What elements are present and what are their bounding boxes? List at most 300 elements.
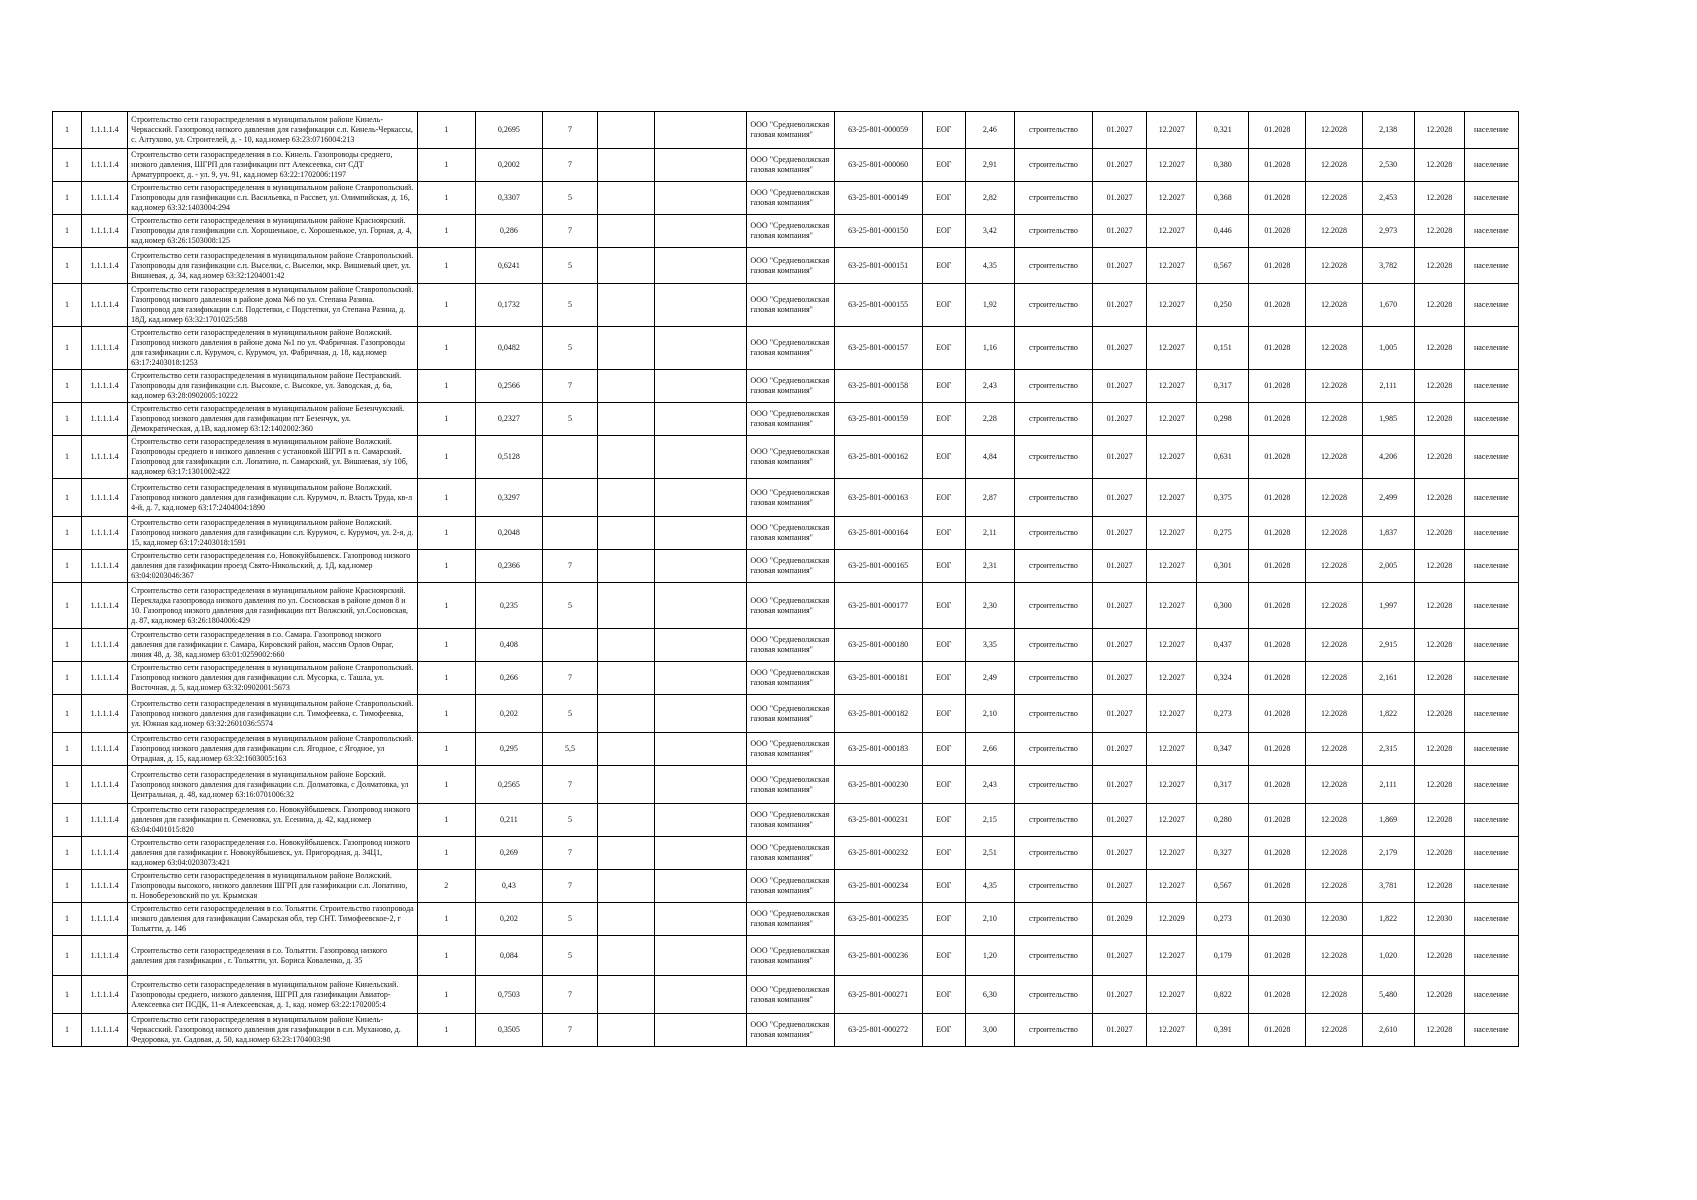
type-cell: ЕОГ	[922, 1014, 965, 1047]
row-number: 1	[53, 248, 82, 284]
type-cell: ЕОГ	[922, 182, 965, 215]
quantity-cell: 1	[417, 479, 475, 517]
start-date-2: 01.2028	[1249, 695, 1306, 733]
table-row	[53, 550, 1519, 583]
work-type-cell: строительство	[1014, 837, 1092, 870]
project-description: Строительство сети газораспределения г.о. Новокуйбышевск. Газопровод низкого давления для газификации г. Новокуйбышевск, ул. Пригородная, д. 34Ц1, кад.номер 63:04:0203073:421	[128, 837, 418, 870]
empty-cell	[598, 284, 655, 327]
start-date-2: 01.2028	[1249, 517, 1306, 550]
end-date-2: 12.2028	[1306, 550, 1362, 583]
empty-cell	[655, 662, 747, 695]
length-cell: 0,286	[475, 215, 542, 248]
start-date-2: 01.2028	[1249, 436, 1306, 479]
work-type-cell: строительство	[1014, 517, 1092, 550]
start-date-1: 01.2027	[1093, 766, 1147, 804]
start-date-2: 01.2028	[1249, 662, 1306, 695]
category-cell: население	[1464, 327, 1518, 370]
diameter-cell: 7	[542, 550, 597, 583]
length-cell: 0,3297	[475, 479, 542, 517]
project-description: Строительство сети газораспределения в г.о. Самара. Газопровод низкого давления для газификации г. Самара, Кировский район, массив Орлов Овраг, линия 48, д. 38, кад.номер 63:01:0259002:660	[128, 629, 418, 662]
quantity-cell: 1	[417, 695, 475, 733]
end-date-2: 12.2028	[1306, 403, 1362, 436]
diameter-cell	[542, 479, 597, 517]
item-code: 1.1.1.1.4	[82, 370, 128, 403]
length-cell: 0,2002	[475, 149, 542, 182]
empty-cell	[598, 149, 655, 182]
diameter-cell: 7	[542, 1014, 597, 1047]
length-cell: 0,43	[475, 870, 542, 903]
start-date-2: 01.2028	[1249, 182, 1306, 215]
quantity-cell: 1	[417, 662, 475, 695]
finish-date-cell: 12.2028	[1414, 479, 1464, 517]
project-description: Строительство сети газораспределения в г.о. Тольятти. Строительство газопровода низкого давления для газификации Самарская обл, тер СНТ. Тимофеевское-2, г Тольятти, д. 146	[128, 903, 418, 936]
project-id-cell: 63-25-801-000162	[834, 436, 922, 479]
table-row	[53, 112, 1519, 149]
table-row	[53, 248, 1519, 284]
category-cell: население	[1464, 936, 1518, 976]
empty-cell	[598, 804, 655, 837]
project-id-cell: 63-25-801-000165	[834, 550, 922, 583]
cost-cell: 2,10	[965, 903, 1014, 936]
organization-cell: ООО "Средневолжская газовая компания"	[747, 695, 834, 733]
start-date-1: 01.2027	[1093, 436, 1147, 479]
end-date-1: 12.2029	[1147, 903, 1197, 936]
empty-cell	[598, 837, 655, 870]
length-cell: 0,084	[475, 936, 542, 976]
start-date-2: 01.2028	[1249, 936, 1306, 976]
end-date-2: 12.2028	[1306, 695, 1362, 733]
start-date-2: 01.2028	[1249, 837, 1306, 870]
row-number: 1	[53, 517, 82, 550]
finish-date-cell: 12.2028	[1414, 870, 1464, 903]
length-cell: 0,269	[475, 837, 542, 870]
start-date-1: 01.2027	[1093, 1014, 1147, 1047]
empty-cell	[598, 550, 655, 583]
project-id-cell: 63-25-801-000182	[834, 695, 922, 733]
quantity-cell: 1	[417, 903, 475, 936]
finish-date-cell: 12.2028	[1414, 370, 1464, 403]
row-number: 1	[53, 182, 82, 215]
project-description: Строительство сети газораспределения в муниципальном районе Ставропольский. Газопроводы для газификации с.п. Васильевка, п Рассвет, ул. Олимпийская, д. 16, кад.номер 63:32:1403004:294	[128, 182, 418, 215]
table-row	[53, 583, 1519, 629]
empty-cell	[655, 766, 747, 804]
category-cell: население	[1464, 903, 1518, 936]
cost-cell: 6,30	[965, 976, 1014, 1014]
diameter-cell: 7	[542, 215, 597, 248]
value-2-cell: 2,005	[1362, 550, 1414, 583]
project-description: Строительство сети газораспределения в муниципальном районе Красноярский. Газопроводы для газификации с.п. Хорошенькое, с. Хорошенькое, ул. Горная, д. 4, кад.номер 63:26:1503008:125	[128, 215, 418, 248]
finish-date-cell: 12.2028	[1414, 248, 1464, 284]
row-number: 1	[53, 403, 82, 436]
start-date-2: 01.2028	[1249, 629, 1306, 662]
project-description: Строительство сети газораспределения в муниципальном районе Кинель-Черкасский. Газопровод низкого давления для газификации в с.п. Муханово, д. Федоровка, ул. Садовая, д. 50, кад.номер 63:23:1704003:98	[128, 1014, 418, 1047]
empty-cell	[655, 629, 747, 662]
organization-cell: ООО "Средневолжская газовая компания"	[747, 370, 834, 403]
row-number: 1	[53, 112, 82, 149]
quantity-cell: 1	[417, 284, 475, 327]
value-1-cell: 0,375	[1197, 479, 1249, 517]
end-date-1: 12.2027	[1147, 976, 1197, 1014]
project-id-cell: 63-25-801-000232	[834, 837, 922, 870]
organization-cell: ООО "Средневолжская газовая компания"	[747, 629, 834, 662]
work-type-cell: строительство	[1014, 976, 1092, 1014]
project-id-cell: 63-25-801-000234	[834, 870, 922, 903]
start-date-2: 01.2028	[1249, 149, 1306, 182]
cost-cell: 2,46	[965, 112, 1014, 149]
item-code: 1.1.1.1.4	[82, 629, 128, 662]
category-cell: население	[1464, 403, 1518, 436]
type-cell: ЕОГ	[922, 248, 965, 284]
project-id-cell: 63-25-801-000183	[834, 733, 922, 766]
cost-cell: 2,10	[965, 695, 1014, 733]
empty-cell	[655, 112, 747, 149]
diameter-cell: 5	[542, 804, 597, 837]
value-1-cell: 0,179	[1197, 936, 1249, 976]
quantity-cell: 1	[417, 370, 475, 403]
work-type-cell: строительство	[1014, 629, 1092, 662]
type-cell: ЕОГ	[922, 112, 965, 149]
start-date-2: 01.2028	[1249, 733, 1306, 766]
start-date-1: 01.2027	[1093, 149, 1147, 182]
type-cell: ЕОГ	[922, 662, 965, 695]
type-cell: ЕОГ	[922, 804, 965, 837]
empty-cell	[655, 284, 747, 327]
row-number: 1	[53, 936, 82, 976]
quantity-cell: 1	[417, 837, 475, 870]
start-date-2: 01.2028	[1249, 583, 1306, 629]
empty-cell	[655, 403, 747, 436]
organization-cell: ООО "Средневолжская газовая компания"	[747, 837, 834, 870]
length-cell: 0,408	[475, 629, 542, 662]
value-1-cell: 0,347	[1197, 733, 1249, 766]
row-number: 1	[53, 837, 82, 870]
row-number: 1	[53, 629, 82, 662]
project-description: Строительство сети газораспределения в муниципальном районе Ставропольский. Газопроводы для газификации с.п. Выселки, с. Выселки, мкр. Вишневый цвет, ул. Вишневая, д. 34, кад.номер 63:32:1204001:42	[128, 248, 418, 284]
end-date-1: 12.2027	[1147, 182, 1197, 215]
end-date-2: 12.2028	[1306, 479, 1362, 517]
type-cell: ЕОГ	[922, 403, 965, 436]
organization-cell: ООО "Средневолжская газовая компания"	[747, 327, 834, 370]
length-cell: 0,7503	[475, 976, 542, 1014]
project-description: Строительство сети газораспределения в муниципальном районе Пестравский. Газопроводы для газификации с.п. Высокое, с. Высокое, ул. Заводская, д. 6а, кад.номер 63:28:0902005:10222	[128, 370, 418, 403]
row-number: 1	[53, 215, 82, 248]
value-1-cell: 0,391	[1197, 1014, 1249, 1047]
end-date-2: 12.2028	[1306, 284, 1362, 327]
category-cell: население	[1464, 215, 1518, 248]
table-row	[53, 215, 1519, 248]
start-date-1: 01.2027	[1093, 837, 1147, 870]
start-date-1: 01.2027	[1093, 215, 1147, 248]
empty-cell	[655, 583, 747, 629]
cost-cell: 2,30	[965, 583, 1014, 629]
empty-cell	[655, 1014, 747, 1047]
start-date-2: 01.2028	[1249, 550, 1306, 583]
row-number: 1	[53, 976, 82, 1014]
category-cell: население	[1464, 976, 1518, 1014]
finish-date-cell: 12.2028	[1414, 804, 1464, 837]
start-date-1: 01.2027	[1093, 662, 1147, 695]
item-code: 1.1.1.1.4	[82, 215, 128, 248]
quantity-cell: 1	[417, 804, 475, 837]
type-cell: ЕОГ	[922, 903, 965, 936]
work-type-cell: строительство	[1014, 149, 1092, 182]
organization-cell: ООО "Средневолжская газовая компания"	[747, 112, 834, 149]
diameter-cell: 7	[542, 976, 597, 1014]
category-cell: население	[1464, 583, 1518, 629]
diameter-cell: 5	[542, 284, 597, 327]
type-cell: ЕОГ	[922, 837, 965, 870]
quantity-cell: 2	[417, 870, 475, 903]
item-code: 1.1.1.1.4	[82, 436, 128, 479]
length-cell: 0,3505	[475, 1014, 542, 1047]
end-date-1: 12.2027	[1147, 629, 1197, 662]
empty-cell	[655, 976, 747, 1014]
project-id-cell: 63-25-801-000159	[834, 403, 922, 436]
end-date-1: 12.2027	[1147, 403, 1197, 436]
type-cell: ЕОГ	[922, 517, 965, 550]
end-date-1: 12.2027	[1147, 370, 1197, 403]
value-1-cell: 0,298	[1197, 403, 1249, 436]
category-cell: население	[1464, 733, 1518, 766]
diameter-cell: 7	[542, 370, 597, 403]
project-description: Строительство сети газораспределения в муниципальном районе Ставропольский. Газопровод низкого давления для газификации с.п. Мусорка, с. Ташла, ул. Восточная, д. 5, кад.номер 63:32:0902001:5673	[128, 662, 418, 695]
work-type-cell: строительство	[1014, 870, 1092, 903]
start-date-2: 01.2028	[1249, 284, 1306, 327]
cost-cell: 3,35	[965, 629, 1014, 662]
cost-cell: 2,43	[965, 766, 1014, 804]
start-date-1: 01.2027	[1093, 112, 1147, 149]
start-date-2: 01.2028	[1249, 403, 1306, 436]
project-id-cell: 63-25-801-000155	[834, 284, 922, 327]
category-cell: население	[1464, 804, 1518, 837]
project-id-cell: 63-25-801-000060	[834, 149, 922, 182]
finish-date-cell: 12.2030	[1414, 903, 1464, 936]
start-date-1: 01.2027	[1093, 517, 1147, 550]
empty-cell	[655, 370, 747, 403]
quantity-cell: 1	[417, 403, 475, 436]
project-id-cell: 63-25-801-000271	[834, 976, 922, 1014]
quantity-cell: 1	[417, 733, 475, 766]
end-date-1: 12.2027	[1147, 936, 1197, 976]
organization-cell: ООО "Средневолжская газовая компания"	[747, 284, 834, 327]
start-date-1: 01.2027	[1093, 733, 1147, 766]
end-date-1: 12.2027	[1147, 695, 1197, 733]
cost-cell: 3,00	[965, 1014, 1014, 1047]
end-date-2: 12.2028	[1306, 629, 1362, 662]
cost-cell: 4,35	[965, 870, 1014, 903]
start-date-1: 01.2027	[1093, 284, 1147, 327]
table-row	[53, 1014, 1519, 1047]
value-1-cell: 0,437	[1197, 629, 1249, 662]
category-cell: население	[1464, 149, 1518, 182]
item-code: 1.1.1.1.4	[82, 112, 128, 149]
project-id-cell: 63-25-801-000059	[834, 112, 922, 149]
work-type-cell: строительство	[1014, 733, 1092, 766]
table-row	[53, 662, 1519, 695]
start-date-1: 01.2027	[1093, 804, 1147, 837]
row-number: 1	[53, 766, 82, 804]
start-date-1: 01.2029	[1093, 903, 1147, 936]
diameter-cell: 5	[542, 903, 597, 936]
end-date-2: 12.2028	[1306, 870, 1362, 903]
length-cell: 0,2565	[475, 766, 542, 804]
row-number: 1	[53, 804, 82, 837]
work-type-cell: строительство	[1014, 583, 1092, 629]
item-code: 1.1.1.1.4	[82, 479, 128, 517]
empty-cell	[655, 550, 747, 583]
work-type-cell: строительство	[1014, 936, 1092, 976]
table-row	[53, 327, 1519, 370]
category-cell: население	[1464, 284, 1518, 327]
item-code: 1.1.1.1.4	[82, 870, 128, 903]
empty-cell	[598, 436, 655, 479]
table-row	[53, 479, 1519, 517]
item-code: 1.1.1.1.4	[82, 517, 128, 550]
work-type-cell: строительство	[1014, 662, 1092, 695]
row-number: 1	[53, 1014, 82, 1047]
diameter-cell: 7	[542, 837, 597, 870]
type-cell: ЕОГ	[922, 327, 965, 370]
table-row	[53, 733, 1519, 766]
table-row	[53, 936, 1519, 976]
end-date-2: 12.2028	[1306, 976, 1362, 1014]
table-row	[53, 284, 1519, 327]
project-id-cell: 63-25-801-000231	[834, 804, 922, 837]
start-date-1: 01.2027	[1093, 976, 1147, 1014]
category-cell: население	[1464, 766, 1518, 804]
category-cell: население	[1464, 550, 1518, 583]
value-2-cell: 1,997	[1362, 583, 1414, 629]
value-1-cell: 0,250	[1197, 284, 1249, 327]
length-cell: 0,5128	[475, 436, 542, 479]
empty-cell	[655, 182, 747, 215]
item-code: 1.1.1.1.4	[82, 182, 128, 215]
diameter-cell: 7	[542, 112, 597, 149]
quantity-cell: 1	[417, 550, 475, 583]
project-id-cell: 63-25-801-000163	[834, 479, 922, 517]
item-code: 1.1.1.1.4	[82, 766, 128, 804]
item-code: 1.1.1.1.4	[82, 804, 128, 837]
project-id-cell: 63-25-801-000149	[834, 182, 922, 215]
type-cell: ЕОГ	[922, 733, 965, 766]
type-cell: ЕОГ	[922, 766, 965, 804]
value-2-cell: 1,822	[1362, 903, 1414, 936]
value-2-cell: 2,973	[1362, 215, 1414, 248]
length-cell: 0,202	[475, 695, 542, 733]
work-type-cell: строительство	[1014, 804, 1092, 837]
table-row	[53, 403, 1519, 436]
length-cell: 0,2366	[475, 550, 542, 583]
finish-date-cell: 12.2028	[1414, 766, 1464, 804]
organization-cell: ООО "Средневолжская газовая компания"	[747, 903, 834, 936]
finish-date-cell: 12.2028	[1414, 327, 1464, 370]
empty-cell	[598, 403, 655, 436]
project-id-cell: 63-25-801-000177	[834, 583, 922, 629]
empty-cell	[598, 370, 655, 403]
empty-cell	[598, 248, 655, 284]
type-cell: ЕОГ	[922, 629, 965, 662]
end-date-2: 12.2028	[1306, 837, 1362, 870]
type-cell: ЕОГ	[922, 284, 965, 327]
start-date-2: 01.2028	[1249, 766, 1306, 804]
project-id-cell: 63-25-801-000180	[834, 629, 922, 662]
empty-cell	[655, 695, 747, 733]
item-code: 1.1.1.1.4	[82, 662, 128, 695]
project-description: Строительство сети газораспределения в г.о. Тольятти. Газопровод низкого давления для газификации , г. Тольятти, ул. Бориса Коваленко, д. 35	[128, 936, 418, 976]
start-date-1: 01.2027	[1093, 936, 1147, 976]
value-2-cell: 3,781	[1362, 870, 1414, 903]
finish-date-cell: 12.2028	[1414, 1014, 1464, 1047]
organization-cell: ООО "Средневолжская газовая компания"	[747, 436, 834, 479]
end-date-1: 12.2027	[1147, 149, 1197, 182]
value-2-cell: 2,138	[1362, 112, 1414, 149]
organization-cell: ООО "Средневолжская газовая компания"	[747, 215, 834, 248]
table-row	[53, 370, 1519, 403]
empty-cell	[655, 903, 747, 936]
project-description: Строительство сети газораспределения в муниципальном районе Кинельский. Газопроводы среднего, низкого давления, ШГРП для газификации Авиатор-Алексеевка снт ПСДК, 11-я Алексеевская, д. 1, кад. номер 63:22:1702005:4	[128, 976, 418, 1014]
value-1-cell: 0,368	[1197, 182, 1249, 215]
type-cell: ЕОГ	[922, 870, 965, 903]
project-description: Строительство сети газораспределения в муниципальном районе Ставропольский. Газопровод низкого давления для газификации с.п. Ягодное, с Ягодное, ул Отрадная, д. 15, кад.номер 63:32:1603005:163	[128, 733, 418, 766]
start-date-2: 01.2028	[1249, 248, 1306, 284]
project-id-cell: 63-25-801-000151	[834, 248, 922, 284]
end-date-2: 12.2028	[1306, 804, 1362, 837]
value-2-cell: 1,020	[1362, 936, 1414, 976]
length-cell: 0,202	[475, 903, 542, 936]
quantity-cell: 1	[417, 583, 475, 629]
item-code: 1.1.1.1.4	[82, 837, 128, 870]
length-cell: 0,6241	[475, 248, 542, 284]
cost-cell: 2,49	[965, 662, 1014, 695]
item-code: 1.1.1.1.4	[82, 327, 128, 370]
end-date-1: 12.2027	[1147, 517, 1197, 550]
length-cell: 0,266	[475, 662, 542, 695]
finish-date-cell: 12.2028	[1414, 629, 1464, 662]
work-type-cell: строительство	[1014, 215, 1092, 248]
type-cell: ЕОГ	[922, 436, 965, 479]
row-number: 1	[53, 550, 82, 583]
finish-date-cell: 12.2028	[1414, 695, 1464, 733]
empty-cell	[655, 936, 747, 976]
value-1-cell: 0,380	[1197, 149, 1249, 182]
start-date-1: 01.2027	[1093, 695, 1147, 733]
value-2-cell: 2,111	[1362, 766, 1414, 804]
start-date-1: 01.2027	[1093, 370, 1147, 403]
project-description: Строительство сети газораспределения в муниципальном районе Волжский. Газопровод низкого давления для газификации с.п. Курумоч, с. Курумоч, ул. 2-я, д. 15, кад.номер 63:17:2403018:1591	[128, 517, 418, 550]
cost-cell: 2,15	[965, 804, 1014, 837]
value-2-cell: 1,670	[1362, 284, 1414, 327]
empty-cell	[598, 695, 655, 733]
project-description: Строительство сети газораспределения в муниципальном районе Волжский. Газопроводы высокого, низкого давления ШГРП для газификации с.п. Лопатино, п. Новоберезовский по ул. Крымская	[128, 870, 418, 903]
start-date-2: 01.2028	[1249, 1014, 1306, 1047]
start-date-2: 01.2028	[1249, 870, 1306, 903]
empty-cell	[655, 517, 747, 550]
end-date-2: 12.2028	[1306, 248, 1362, 284]
value-1-cell: 0,822	[1197, 976, 1249, 1014]
value-2-cell: 2,453	[1362, 182, 1414, 215]
cost-cell: 2,82	[965, 182, 1014, 215]
project-description: Строительство сети газораспределения в муниципальном районе Волжский. Газопроводы среднего и низкого давления с установкой ШГРП в п. Самарский. Газопровод для газификации с.п. Лопатино, п. Самарский, ул. Вишневая, з/у 10б, кад.номер 63:17:1301002:422	[128, 436, 418, 479]
organization-cell: ООО "Средневолжская газовая компания"	[747, 182, 834, 215]
end-date-2: 12.2028	[1306, 436, 1362, 479]
value-2-cell: 2,161	[1362, 662, 1414, 695]
quantity-cell: 1	[417, 976, 475, 1014]
cost-cell: 2,66	[965, 733, 1014, 766]
value-2-cell: 2,499	[1362, 479, 1414, 517]
value-1-cell: 0,324	[1197, 662, 1249, 695]
empty-cell	[655, 479, 747, 517]
start-date-1: 01.2027	[1093, 870, 1147, 903]
